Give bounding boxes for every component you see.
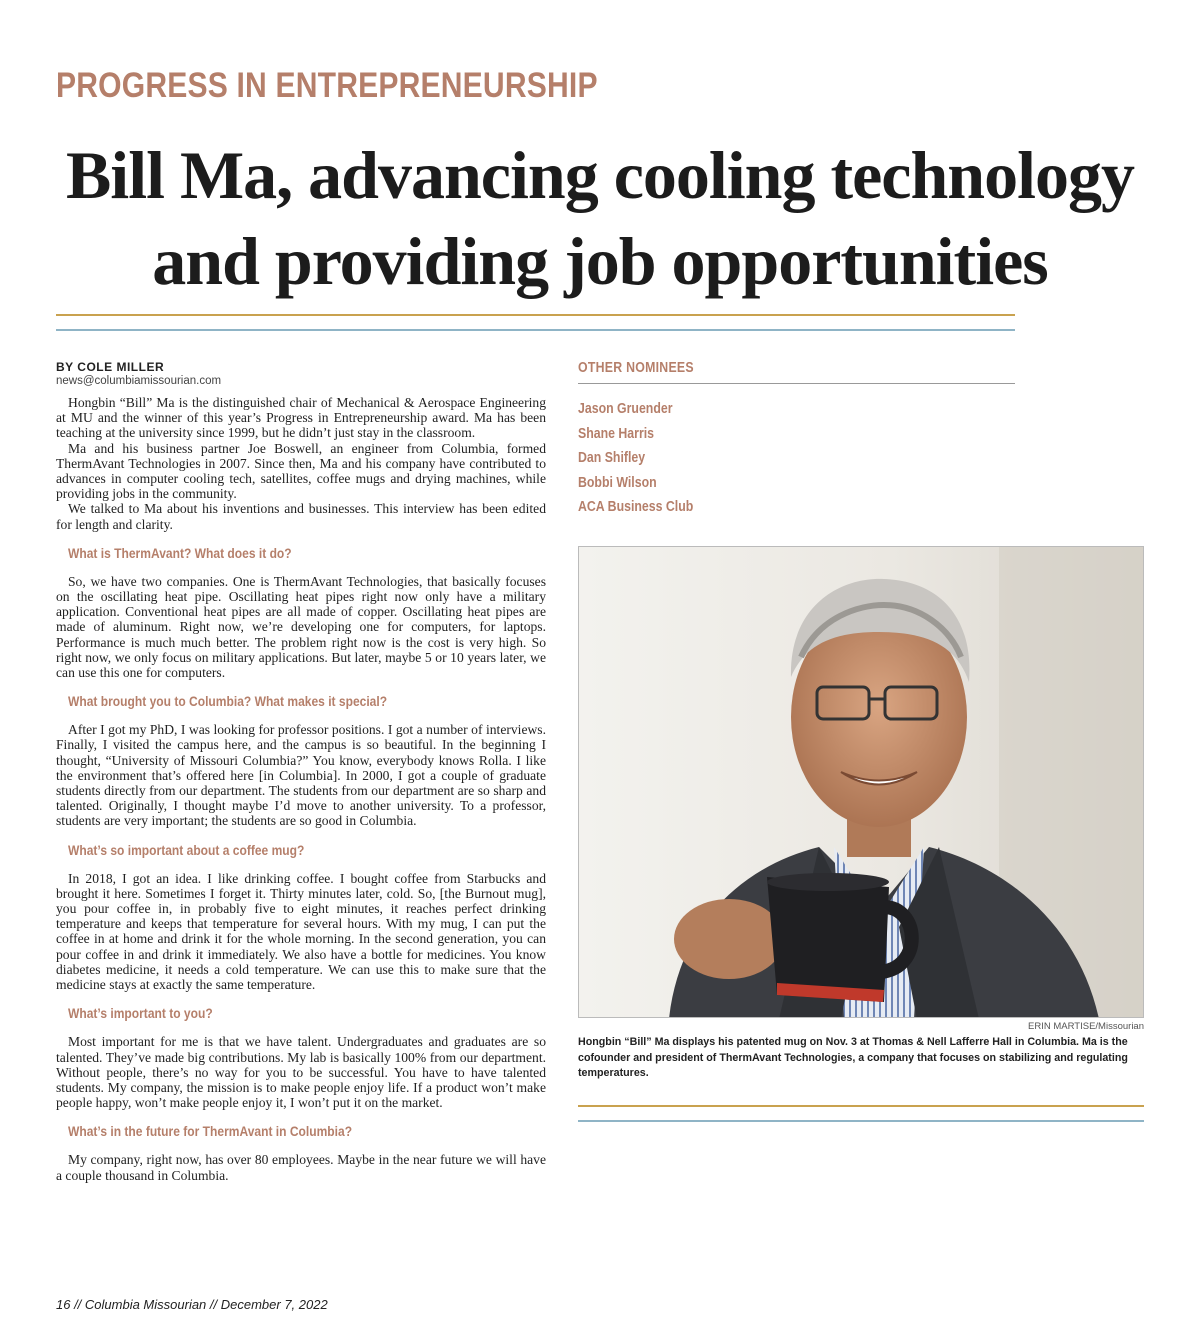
nominee-name: Bobbi Wilson <box>578 474 657 491</box>
nominees-heading: OTHER NOMINEES <box>578 360 694 376</box>
headline <box>40 132 1160 304</box>
author-email[interactable]: news@columbiamissourian.com <box>56 375 222 387</box>
question-heading: What’s in the future for ThermAvant in Columbia? <box>68 1123 353 1140</box>
nominee-name: Shane Harris <box>578 425 655 442</box>
headline-rule-gold <box>56 314 1015 316</box>
question-heading: What brought you to Columbia? What makes it special? <box>68 693 388 710</box>
question-heading: What’s so important about a coffee mug? <box>68 841 305 858</box>
nominee-name: Dan Shifley <box>578 450 646 467</box>
intro-paragraph: We talked to Ma about his inventions and businesses. This interview has been edited for length and clarity. <box>56 501 546 532</box>
sidebar-rule-gold <box>578 1105 1144 1107</box>
headline-line-1: Bill Ma, advancing cooling technology <box>65 137 1135 213</box>
photo-credit: ERIN MARTISE/Missourian <box>1028 1021 1144 1032</box>
nominees-divider <box>578 383 1015 384</box>
other-nominees-box <box>578 360 1015 520</box>
photo-caption: Hongbin “Bill” Ma displays his patented mug on Nov. 3 at Thomas & Nell Lafferre Hall in Columbia. Ma is the cofounder and president of ThermAvant Technologies, a company that focuses on stabilizing and regulating temperatures. <box>578 1036 1128 1079</box>
question-heading: What is ThermAvant? What does it do? <box>68 544 292 561</box>
intro-paragraph: Hongbin “Bill” Ma is the distinguished chair of Mechanical & Aerospace Engineering at MU and the winner of this year’s Progress in Entrepreneurship award. Ma has been teaching at the university since 1999, but he didn’t just stay in the classroom. <box>56 395 546 441</box>
headline-line-2: and providing job opportunities <box>152 223 1048 299</box>
headline-rule-blue <box>56 329 1015 331</box>
portrait-photo <box>578 546 1144 1018</box>
answer-paragraph: In 2018, I got an idea. I like drinking coffee. I bought coffee from Starbucks and brought it here. Sometimes I forget it. Thirty minutes later, cold. So, [the Burnout mug], you pour coffee in, in probably five to eight minutes, it reaches perfect drinking temperature and keeps that temperature for several hours. With my mug, I can put the coffee in at home and drink it for the whole morning. In the second generation, you can pour coffee in and drink it immediately. We also have a bottle for medicines. You know diabetes medicine, it needs a cold temperature. We can use this to make sure that the medicine stays at exactly the same temperature. <box>56 870 546 993</box>
answer-paragraph: After I got my PhD, I was looking for professor positions. I got a number of interviews. Finally, I visited the campus here, and the campus is so beautiful. In the beginning I thought, “University of Missouri Columbia?” You know, everybody knows Rolla. I like the environment that’s offered here [in Columbia]. In 2000, I got a couple of graduate students directly from our department. The students from our department are so sharp and talented. Originally, I thought maybe I’d move to another university. To a professor, students are very important; the students are so good in Columbia. <box>56 722 546 829</box>
page-footer: 16 // Columbia Missourian // December 7, 2022 <box>56 1297 328 1312</box>
question-heading: What’s important to you? <box>68 1005 213 1022</box>
article-body <box>56 360 546 1183</box>
nominee-name: ACA Business Club <box>578 499 694 516</box>
answer-paragraph: My company, right now, has over 80 employees. Maybe in the near future we will have a couple thousand in Columbia. <box>56 1152 546 1183</box>
intro-paragraph: Ma and his business partner Joe Boswell, an engineer from Columbia, formed ThermAvant Technologies in 2007. Since then, Ma and his company have contributed to advances in computer cooling tech, satellites, coffee mugs and drying machines, while providing jobs in the community. <box>56 440 546 502</box>
answer-paragraph: So, we have two companies. One is ThermAvant Technologies, that basically focuses on the oscillating heat pipe. Oscillating heat pipes right now only have a military application. Conventional heat pipes are all made of copper. Oscillating heat pipes are made of aluminum. Right now, we’re developing one for computers, for laptops. Performance is much much better. The problem right now is the cost is very high. So right now, we only focus on military applications. But later, maybe 5 or 10 years later, we can use this one for computers. <box>56 573 546 681</box>
portrait-illustration <box>579 547 1144 1018</box>
answer-paragraph: Most important for me is that we have talent. Undergraduates and graduates are so talented. They’ve made big contributions. My lab is basically 100% from our department. Without people, there’s no way for you to be successful. You have to have talented students. My company, the mission is to make people enjoy life. If a product won’t make people happy, won’t make people enjoy it, I won’t put it on the market. <box>56 1034 546 1111</box>
sidebar-rule-blue <box>578 1120 1144 1122</box>
byline: BY COLE MILLER <box>56 360 165 374</box>
section-kicker: PROGRESS IN ENTREPRENEURSHIP <box>56 66 598 105</box>
nominee-name: Jason Gruender <box>578 401 673 417</box>
